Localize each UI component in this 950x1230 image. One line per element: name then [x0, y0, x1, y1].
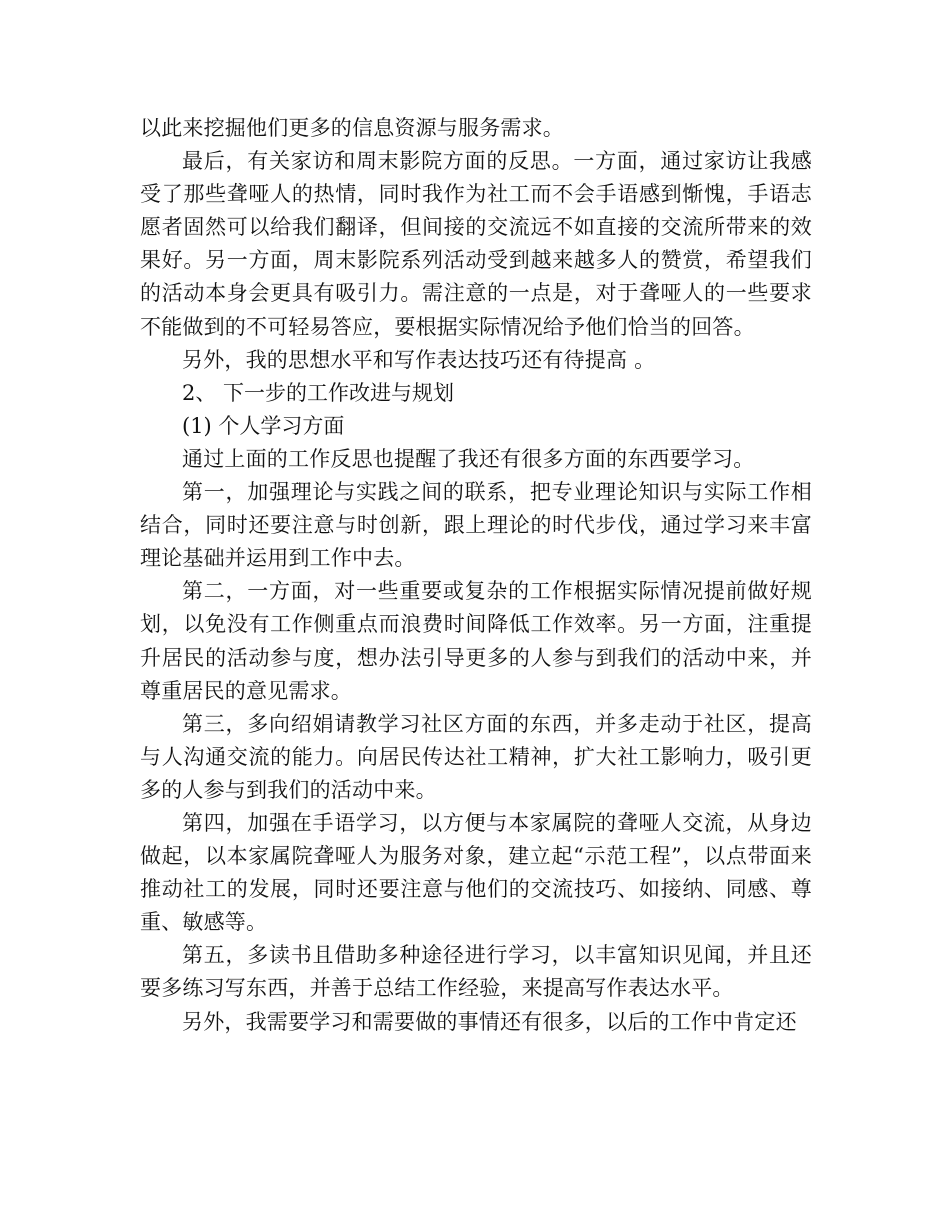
subsection-heading-personal-learning: (1) 个人学习方面: [182, 413, 345, 438]
section-heading-next-steps: 2、 下一步的工作改进与规划: [182, 380, 455, 405]
paragraph-point-three: 第三，多向绍娟请教学习社区方面的东西，并多走动于社区，提高与人沟通交流的能力。向居民传达社工精神，扩大社工影响力，吸引更多的人参与到我们的活动中来。: [140, 711, 812, 802]
paragraph-point-four: 第四，加强在手语学习，以方便与本家属院的聋哑人交流，从身边做起，以本家属院聋哑人为服务对象，建立起“示范工程”，以点带面来推动社工的发展，同时还要注意与他们的交流技巧、如接纳、同感、尊重、敏感等。: [140, 810, 812, 935]
paragraph-writing-skills: 另外，我的思想水平和写作表达技巧还有待提高 。: [182, 347, 656, 372]
paragraph-reflection-home-visit: 最后，有关家访和周末影院方面的反思。一方面，通过家访让我感受了那些聋哑人的热情，同时我作为社工而不会手语感到惭愧，手语志愿者固然可以给我们翻译，但间接的交流远不如直接的交流所带来的效果好。另一方面，周末影院系列活动受到越来越多人的赞赏，希望我们的活动本身会更具有吸引力。需注意的一点是，对于聋哑人的一些要求不能做到的不可轻易答应，要根据实际情况给予他们恰当的回答。: [140, 149, 812, 339]
paragraph-point-five: 第五，多读书且借助多种途径进行学习，以丰富知识见闻，并且还要多练习写东西，并善于总结工作经验，来提高写作表达水平。: [140, 943, 812, 1001]
paragraph-closing: 另外，我需要学习和需要做的事情还有很多，以后的工作中肯定还: [182, 1009, 797, 1034]
paragraph-learning-intro: 通过上面的工作反思也提醒了我还有很多方面的东西要学习。: [182, 446, 755, 471]
paragraph-continued: 以此来挖掘他们更多的信息资源与服务需求。: [140, 116, 564, 140]
paragraph-point-two: 第二，一方面，对一些重要或复杂的工作根据实际情况提前做好规划，以免没有工作侧重点而浪费时间降低工作效率。另一方面，注重提升居民的活动参与度，想办法引导更多的人参与到我们的活动中来，并尊重居民的意见需求。: [140, 579, 812, 703]
document-page: [140, 112, 812, 1039]
paragraph-point-one: 第一，加强理论与实践之间的联系，把专业理论知识与实际工作相结合，同时还要注意与时创新，跟上理论的时代步伐，通过学习来丰富理论基础并运用到工作中去。: [140, 480, 812, 571]
